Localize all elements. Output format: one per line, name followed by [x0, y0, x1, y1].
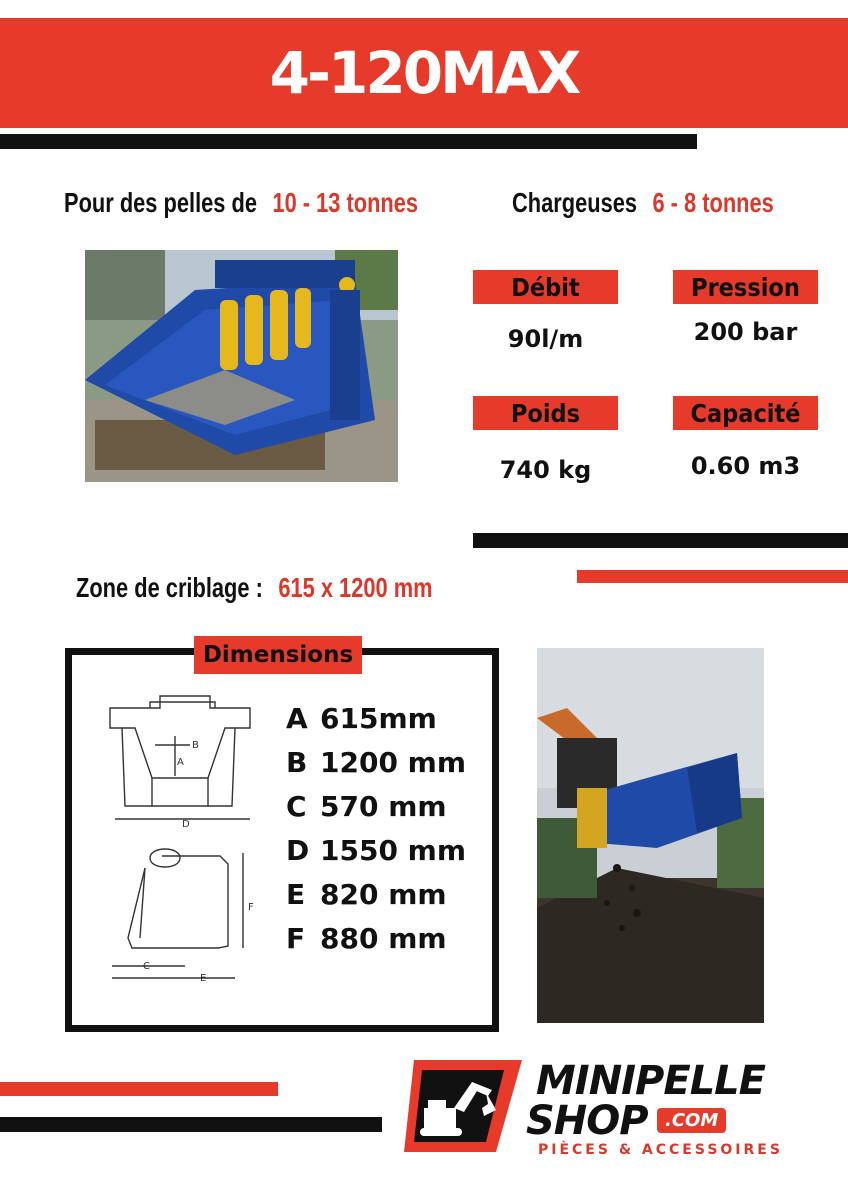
chargeuses-value: 6 - 8 tonnes — [652, 187, 774, 218]
dimension-row-b: B 1200 mm — [286, 746, 467, 779]
excavator-logo-icon — [404, 1056, 524, 1156]
criblage-line — [76, 571, 433, 605]
criblage-value: 615 x 1200 mm — [278, 572, 433, 603]
dimension-row-d: D 1550 mm — [286, 834, 467, 867]
dimension-row-f: F 880 mm — [286, 922, 447, 955]
chargeuses-prefix: Chargeuses — [512, 187, 638, 218]
dimension-row-c: C 570 mm — [286, 790, 447, 823]
poids-label: Poids — [473, 396, 618, 430]
minipelleshop-logo — [404, 1056, 799, 1156]
product-title: 4-120MAX — [269, 39, 579, 107]
logo-domain: .COM — [657, 1108, 726, 1133]
pression-label: Pression — [673, 270, 818, 304]
dimension-row-a: A 615mm — [286, 702, 437, 735]
footer-divider-red — [0, 1082, 278, 1096]
footer-divider-black — [0, 1117, 382, 1132]
bucket-photo — [85, 250, 398, 482]
poids-value: 740 kg — [499, 456, 592, 484]
mid-divider-black — [473, 533, 848, 548]
capacite-value: 0.60 m3 — [690, 452, 801, 480]
pelles-line — [64, 186, 418, 220]
logo-tagline: PIÈCES & ACCESSOIRES — [538, 1142, 783, 1158]
diagram-label-a: A — [177, 757, 184, 768]
diagram-label-d: D — [182, 819, 190, 830]
debit-value: 90l/m — [507, 325, 584, 353]
bucket-action-photo — [537, 648, 764, 1023]
diagram-label-e: E — [200, 973, 207, 984]
pelles-value: 10 - 13 tonnes — [272, 187, 419, 218]
mid-divider-red — [577, 570, 848, 583]
logo-line2: SHOP — [526, 1098, 648, 1144]
pelles-prefix: Pour des pelles de — [64, 187, 257, 218]
diagram-label-b: B — [192, 740, 199, 751]
chargeuses-line — [512, 186, 774, 220]
header-divider — [0, 134, 697, 149]
diagram-label-c: C — [143, 961, 150, 972]
logo-line1: MINIPELLE — [536, 1058, 765, 1104]
pression-value: 200 bar — [693, 318, 798, 346]
debit-label: Débit — [473, 270, 618, 304]
capacite-label: Capacité — [673, 396, 818, 430]
dimensions-title: Dimensions — [194, 636, 362, 674]
bucket-diagram — [100, 688, 270, 988]
criblage-prefix: Zone de criblage : — [76, 572, 263, 603]
dimension-row-e: E 820 mm — [286, 878, 447, 911]
diagram-label-f: F — [248, 902, 254, 913]
